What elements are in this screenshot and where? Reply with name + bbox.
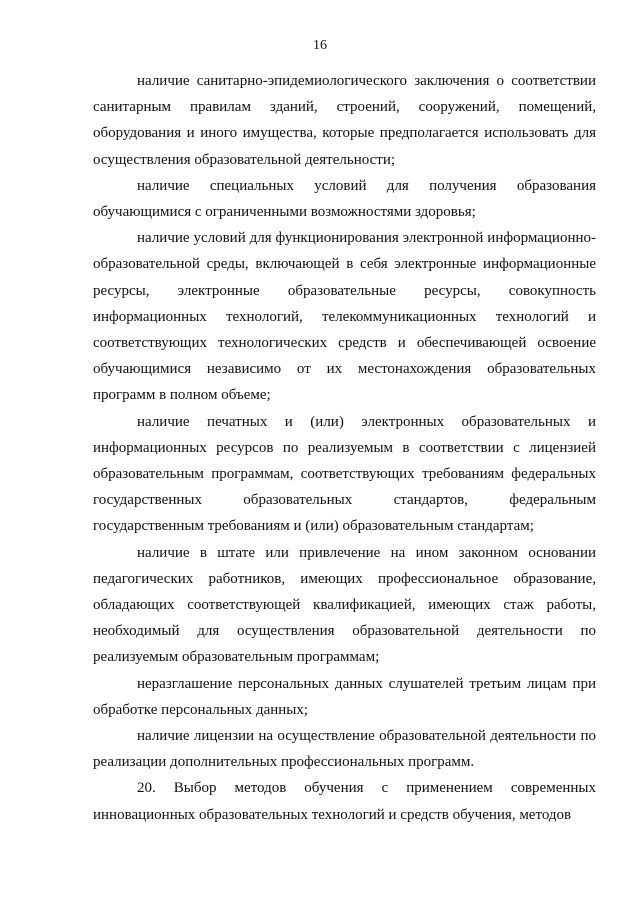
paragraph-special-conditions: наличие специальных условий для получения образования обучающимися с ограниченными возможностями здоровья;	[93, 177, 596, 221]
paragraph-license: наличие лицензии на осуществление образовательной деятельности по реализации дополнительных профессиональных программ.	[93, 728, 596, 771]
page-number: 16	[313, 38, 327, 53]
paragraph-personal-data: неразглашение персональных данных слушателей третьим лицам при обработке персональных данных;	[93, 675, 596, 718]
paragraph-sanitary-conclusion: наличие санитарно-эпидемиологического заключения о соответствии санитарным правилам зданий, строений, сооружений, помещений, оборудования и иного имущества, которые предполагается использовать для осуществления образовательной деятельности;	[93, 73, 596, 168]
paragraph-educational-resources: наличие печатных и (или) электронных образовательных и информационных ресурсов по реализуемым в соответствии с лицензией образовательным программам, соответствующих требованиям федеральных государственных образовательных стандартов, федеральным государственным требованиям и (или) образовательным стандартам;	[93, 413, 596, 535]
paragraph-teaching-staff: наличие в штате или привлечение на ином законном основании педагогических работников, имеющих профессиональное образование, обладающих соответствующей квалификацией, имеющих стаж работы, необходимый для осуществления образовательной деятельности по реализуемым образовательным программам;	[93, 544, 596, 666]
document-body	[93, 68, 596, 828]
paragraph-electronic-environment: наличие условий для функционирования электронной информационно-образовательной среды, включающей в себя электронные информационные ресурсы, электронные образовательные ресурсы, совокупность информационных технологий, телекоммуникационных технологий и соответствующих технологических средств и обеспечивающей освоение обучающимися независимо от их местонахождения образовательных программ в полном объеме;	[93, 230, 596, 404]
paragraph-item-20: 20. Выбор методов обучения с применением современных инновационных образовательных технологий и средств обучения, методов	[93, 780, 596, 823]
